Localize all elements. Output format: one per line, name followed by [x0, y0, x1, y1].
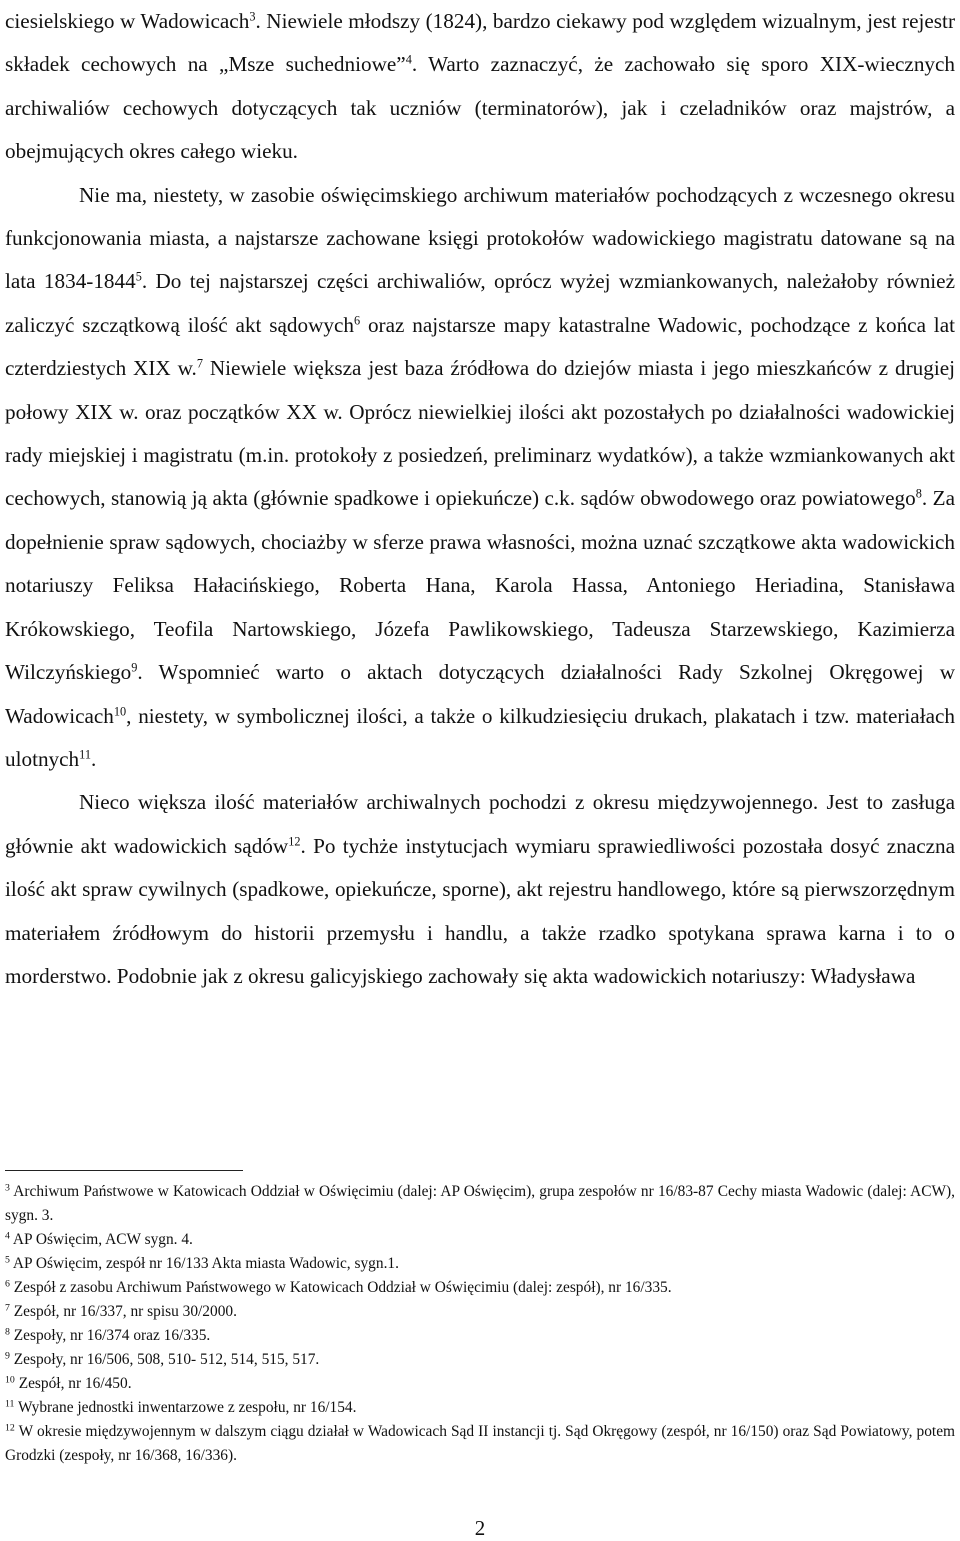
footnote-ref: 9 — [131, 660, 138, 675]
paragraph-text: . Do tej najstarszej części archiwaliów, oprócz wyżej wzmiankowanych, należałoby również zaliczyć szczątkową ilość akt sądowych — [5, 269, 955, 337]
footnote — [5, 1300, 955, 1324]
footnote-text: Wybrane jednostki inwentarzowe z zespołu, nr 16/154. — [14, 1399, 357, 1416]
footnotes — [5, 1180, 955, 1468]
footnote-number: 6 — [5, 1278, 10, 1290]
footnote-ref: 3 — [249, 9, 256, 24]
paragraph-text: . Warto zaznaczyć, że zachowało się sporo XIX-wiecznych archiwaliów cechowych dotyczących tak uczniów (terminatorów), jak i czeladników oraz majstrów, a obejmujących okres całego wieku. — [5, 52, 956, 164]
footnote-number: 11 — [5, 1398, 15, 1410]
footnote-number: 3 — [5, 1182, 10, 1194]
page-number: 2 — [474, 1516, 486, 1540]
footnote — [5, 1396, 955, 1420]
footnote-ref: 5 — [135, 269, 142, 284]
paragraph — [5, 0, 955, 174]
footnote-ref: 12 — [288, 834, 301, 849]
footnote — [5, 1276, 955, 1300]
footnote — [5, 1228, 955, 1252]
paragraph-text: . Niewiele młodszy (1824), bardzo ciekawy pod względem wizualnym, jest rejestr składek cechowych na „Msze suchedniowe” — [5, 9, 955, 77]
paragraph — [5, 174, 955, 782]
footnote — [5, 1348, 955, 1372]
footnote-number: 5 — [5, 1254, 10, 1266]
footnote — [5, 1420, 955, 1468]
footnote — [5, 1180, 955, 1228]
footnote-text: Archiwum Państwowe w Katowicach Oddział w Oświęcimiu (dalej: AP Oświęcim), grupa zespołów nr 16/83-87 Cechy miasta Wadowic (dalej: ACW), sygn. 3. — [5, 1183, 955, 1224]
footnote-ref: 8 — [915, 486, 922, 501]
footnote-text: Zespół z zasobu Archiwum Państwowego w Katowicach Oddział w Oświęcimiu (dalej: zespół), nr 16/335. — [9, 1279, 672, 1296]
footnote-number: 7 — [5, 1302, 10, 1314]
footnote-separator — [5, 1170, 243, 1171]
paragraph-text: oraz najstarsze mapy katastralne Wadowic, pochodzące z końca lat czterdziestych XIX w. — [5, 312, 955, 381]
document-page — [5, 0, 955, 998]
footnote — [5, 1324, 955, 1348]
paragraph-text: Niewiele większa jest baza źródłowa do dziejów miasta i jego mieszkańców z drugiej połowy XIX w. oraz początków XX w. Oprócz niewielkiej ilości akt pozostałych po działalności wadowickiej rady miejskiej i magistratu (m.in. protokoły z posiedzeń, preliminarz wydatków), a także wzmiankowanych akt cechowych, stanowią ją akta (głównie spadkowe i opiekuńcze) c.k. sądów obwodowego oraz powiatowego — [5, 356, 955, 511]
footnote-number: 8 — [5, 1326, 10, 1338]
paragraph-text: Nie ma, niestety, w zasobie oświęcimskiego archiwum materiałów pochodzących z wczesnego okresu funkcjonowania miasta, a najstarsze zachowane księgi protokołów wadowickiego magistratu datowane są na lata 1834-1844 — [5, 182, 955, 294]
footnote-number: 9 — [5, 1350, 10, 1362]
body-text — [5, 0, 955, 998]
footnote-ref: 10 — [113, 703, 127, 718]
paragraph-text: . Po tychże instytucjach wymiaru sprawiedliwości pozostała dosyć znaczna ilość akt spraw cywilnych (spadkowe, opiekuńcze, sporne), akt rejestru handlowego, które są pierwszorzędnym materiałem źródłowym do historii przemysłu i handlu, a także rzadko spotykana sprawa karna i to o morderstwo. Podobnie jak z okresu galicyjskiego zachowały się akta wadowickich notariuszy: Władysława — [5, 833, 955, 988]
paragraph-text: . Wspomnieć warto o aktach dotyczących działalności Rady Szkolnej Okręgowej w Wadowicach — [5, 660, 955, 728]
footnote-text: Zespoły, nr 16/374 oraz 16/335. — [9, 1327, 211, 1344]
footnote-number: 10 — [5, 1374, 15, 1386]
paragraph-text: , niestety, w symbolicznej ilości, a także o kilkudziesięciu drukach, plakatach i tzw. materiałach ulotnych — [5, 703, 955, 771]
paragraph-text: . Za dopełnienie spraw sądowych, chociażby w sferze prawa własności, można uznać szczątkowe akta wadowickich notariuszy Feliksa Hałacińskiego, Roberta Hana, Karola Hassa, Antoniego Heriadina, Stanisława Krókowskiego, Teofila Nartowskiego, Józefa Pawlikowskiego, Tadeusza Starzewskiego, Kazimierza Wilczyńskiego — [5, 486, 955, 685]
footnote-text: Zespoły, nr 16/506, 508, 510- 512, 514, 515, 517. — [9, 1351, 320, 1368]
footnote-number: 4 — [5, 1230, 10, 1242]
footnote-ref: 6 — [353, 313, 361, 328]
footnote-text: AP Oświęcim, zespół nr 16/133 Akta miasta Wadowic, sygn.1. — [9, 1255, 399, 1272]
footnote-text: Zespół, nr 16/450. — [14, 1375, 132, 1392]
paragraph-text: Nieco większa ilość materiałów archiwalnych pochodzi z okresu międzywojennego. Jest to zasługa głównie akt wadowickich sądów — [5, 790, 955, 858]
footnote-text: Zespół, nr 16/337, nr spisu 30/2000. — [9, 1303, 237, 1320]
footnote-ref: 7 — [196, 356, 203, 371]
paragraph — [5, 781, 955, 998]
paragraph-text: . — [90, 746, 97, 771]
footnote-number: 12 — [5, 1422, 15, 1434]
footnote-ref: 4 — [405, 52, 412, 67]
footnote-ref: 11 — [79, 747, 91, 762]
footnote — [5, 1372, 955, 1396]
footnote — [5, 1252, 955, 1276]
footnote-text: AP Oświęcim, ACW sygn. 4. — [9, 1231, 193, 1248]
footnote-text: W okresie międzywojennym w dalszym ciągu działał w Wadowicach Sąd II instancji tj. Sąd Okręgowy (zespół, nr 16/150) oraz Sąd Powiatowy, potem Grodzki (zespoły, nr 16/368, 16/336). — [5, 1423, 955, 1464]
paragraph-text: ciesielskiego w Wadowicach — [5, 9, 250, 33]
